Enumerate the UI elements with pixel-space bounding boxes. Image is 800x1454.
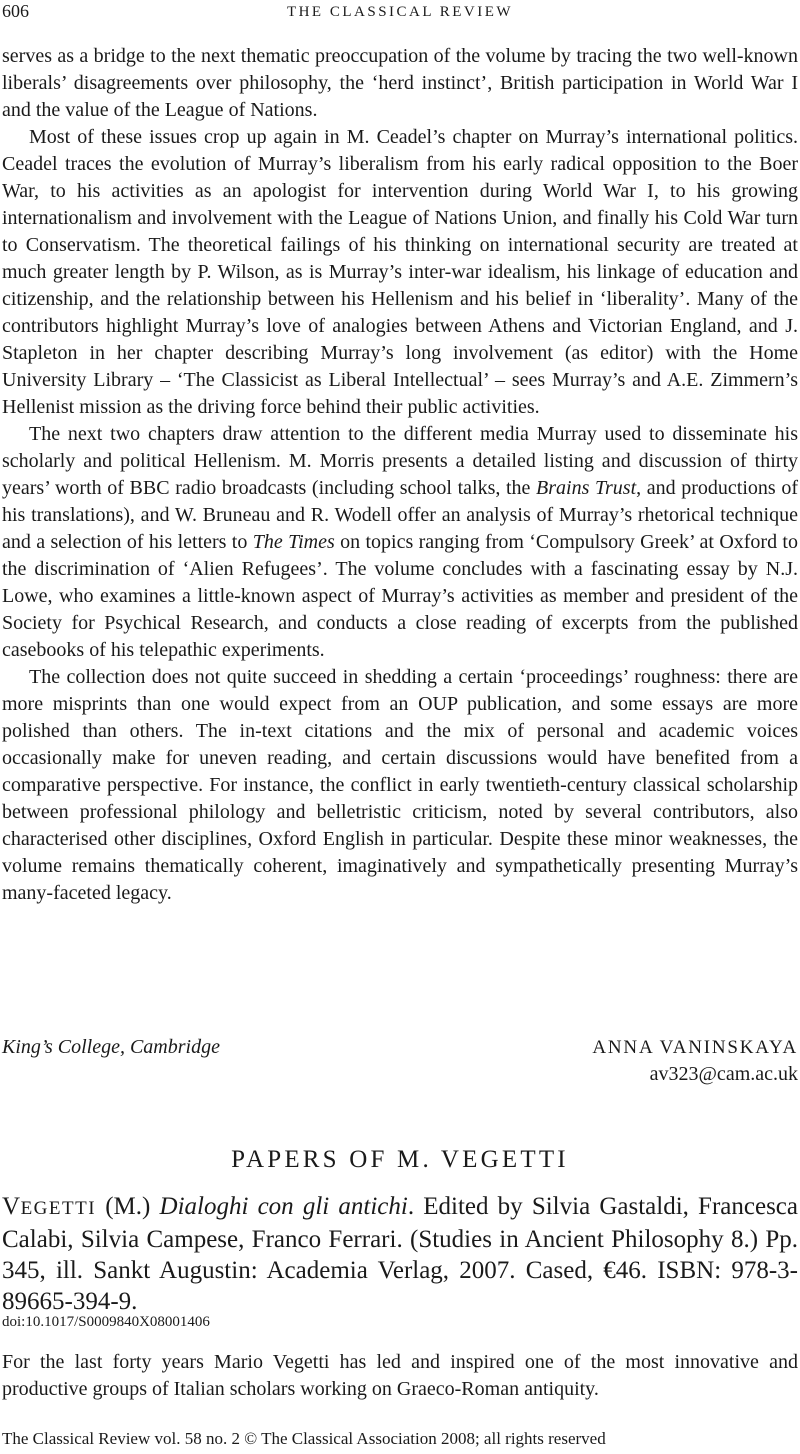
paragraph-text: serves as a bridge to the next thematic preoccupation of the volume by tracing the two well-known liberals’ disagreements over philosophy, the ‘herd instinct’, British participation in World War I and the value of the League of Nations.: [2, 45, 798, 121]
doi: doi:10.1017/S0009840X08001406: [2, 1314, 210, 1330]
next-review-intro: [2, 1349, 798, 1403]
reviewer-email: av323@cam.ac.uk: [649, 1063, 798, 1085]
citation-author-rest: EGETTI: [20, 1198, 97, 1219]
paragraph-text: Most of these issues crop up again in M. Ceadel’s chapter on Murray’s international politics. Ceadel traces the evolution of Murray’s liberalism from his early radical opposition to the Boer War, to his activities as an apologist for intervention during World War I, to his growing internationalism and involvement with the League of Nations Union, and finally his Cold War turn to Conservatism. The theoretical failings of his thinking on international security are treated at much greater length by P. Wilson, as is Murray’s inter-war idealism, his linkage of education and citizenship, and the relationship between his Hellenism and his belief in ‘liberality’. Many of the contributors highlight Murray’s love of analogies between Athens and Victorian England, and J. Stapleton in her chapter describing Murray’s long involvement (as editor) with the Home University Library – ‘The Classicist as Liberal Intellectual’ – sees Murray’s and A.E. Zimmern’s Hellenist mission as the driving force behind their public activities.: [2, 126, 798, 418]
citation-details: . Edited by Silvia Gastaldi, Francesca Calabi, Silvia Campese, Franco Ferrari. (Studies in Ancient Philosophy 8.) Pp. 345, ill. Sankt Augustin: Academia Verlag, 2007. Cased, €46. ISBN: 978-3-89665-394-9.: [2, 1193, 798, 1315]
footer-divider: [0, 1418, 800, 1419]
paragraph-text: The next two chapters draw attention to the different media Murray used to disseminate his scholarly and political Hellenism. M. Morris presents a detailed listing and discussion of thirty years’ worth of BBC radio broadcasts (including school talks, the: [2, 423, 798, 499]
citation-author-initials: (M.): [96, 1193, 160, 1220]
citation-book-title: Dialoghi con gli antichi: [159, 1193, 408, 1220]
paragraph-text: on topics ranging from ‘Compulsory Greek’ at Oxford to the discrimination of ‘Alien Refugees’. The volume concludes with a fascinating essay by N.J. Lowe, who examines a little-known aspect of Murray’s activities as member and president of the Society for Psychical Research, and conducts a close reading of excerpts from the published casebooks of his telepathic experiments.: [2, 531, 798, 661]
review-paragraph: [2, 124, 798, 421]
page-footer: The Classical Review vol. 58 no. 2 © The Classical Association 2008; all rights reserved: [2, 1429, 606, 1448]
book-citation: [2, 1191, 798, 1317]
paragraph-text: The collection does not quite succeed in shedding a certain ‘proceedings’ roughness: there are more misprints than one would expect from an OUP publication, and some essays are more polished than others. The in-text citations and the mix of personal and academic voices occasionally make for uneven reading, and certain discussions would have benefited from a comparative perspective. For instance, the conflict in early twentieth-century classical scholarship between professional philology and belletristic criticism, noted by several contributors, also characterised other disciplines, Oxford English in particular. Despite these minor weaknesses, the volume remains thematically coherent, imaginatively and sympathetically presenting Murray’s many-faceted legacy.: [2, 666, 798, 904]
reviewer-affiliation: King’s College, Cambridge: [2, 1036, 220, 1058]
italic-title: The Times: [252, 531, 335, 553]
review-paragraph: [2, 43, 798, 124]
paragraph-text: , and productions of his translations), and W. Bruneau and R. Wodell offer an analysis of Murray’s rhetorical technique and a selection of his letters to: [2, 477, 798, 553]
review-paragraph: [2, 664, 798, 907]
page-number: 606: [2, 1, 29, 21]
running-title: THE CLASSICAL REVIEW: [286, 4, 514, 20]
italic-title: Brains Trust: [536, 477, 637, 499]
review-body: [2, 43, 798, 907]
page-header: [2, 0, 798, 24]
intro-paragraph: For the last forty years Mario Vegetti has led and inspired one of the most innovative and productive groups of Italian scholars working on Graeco-Roman antiquity.: [2, 1351, 798, 1400]
reviewer-signature: [2, 1034, 798, 1088]
review-paragraph: [2, 421, 798, 664]
reviewer-name: ANNA VANINSKAYA: [592, 1037, 798, 1058]
citation-author-initial: V: [2, 1193, 21, 1220]
review-heading: PAPERS OF M. VEGETTI: [231, 1146, 569, 1173]
